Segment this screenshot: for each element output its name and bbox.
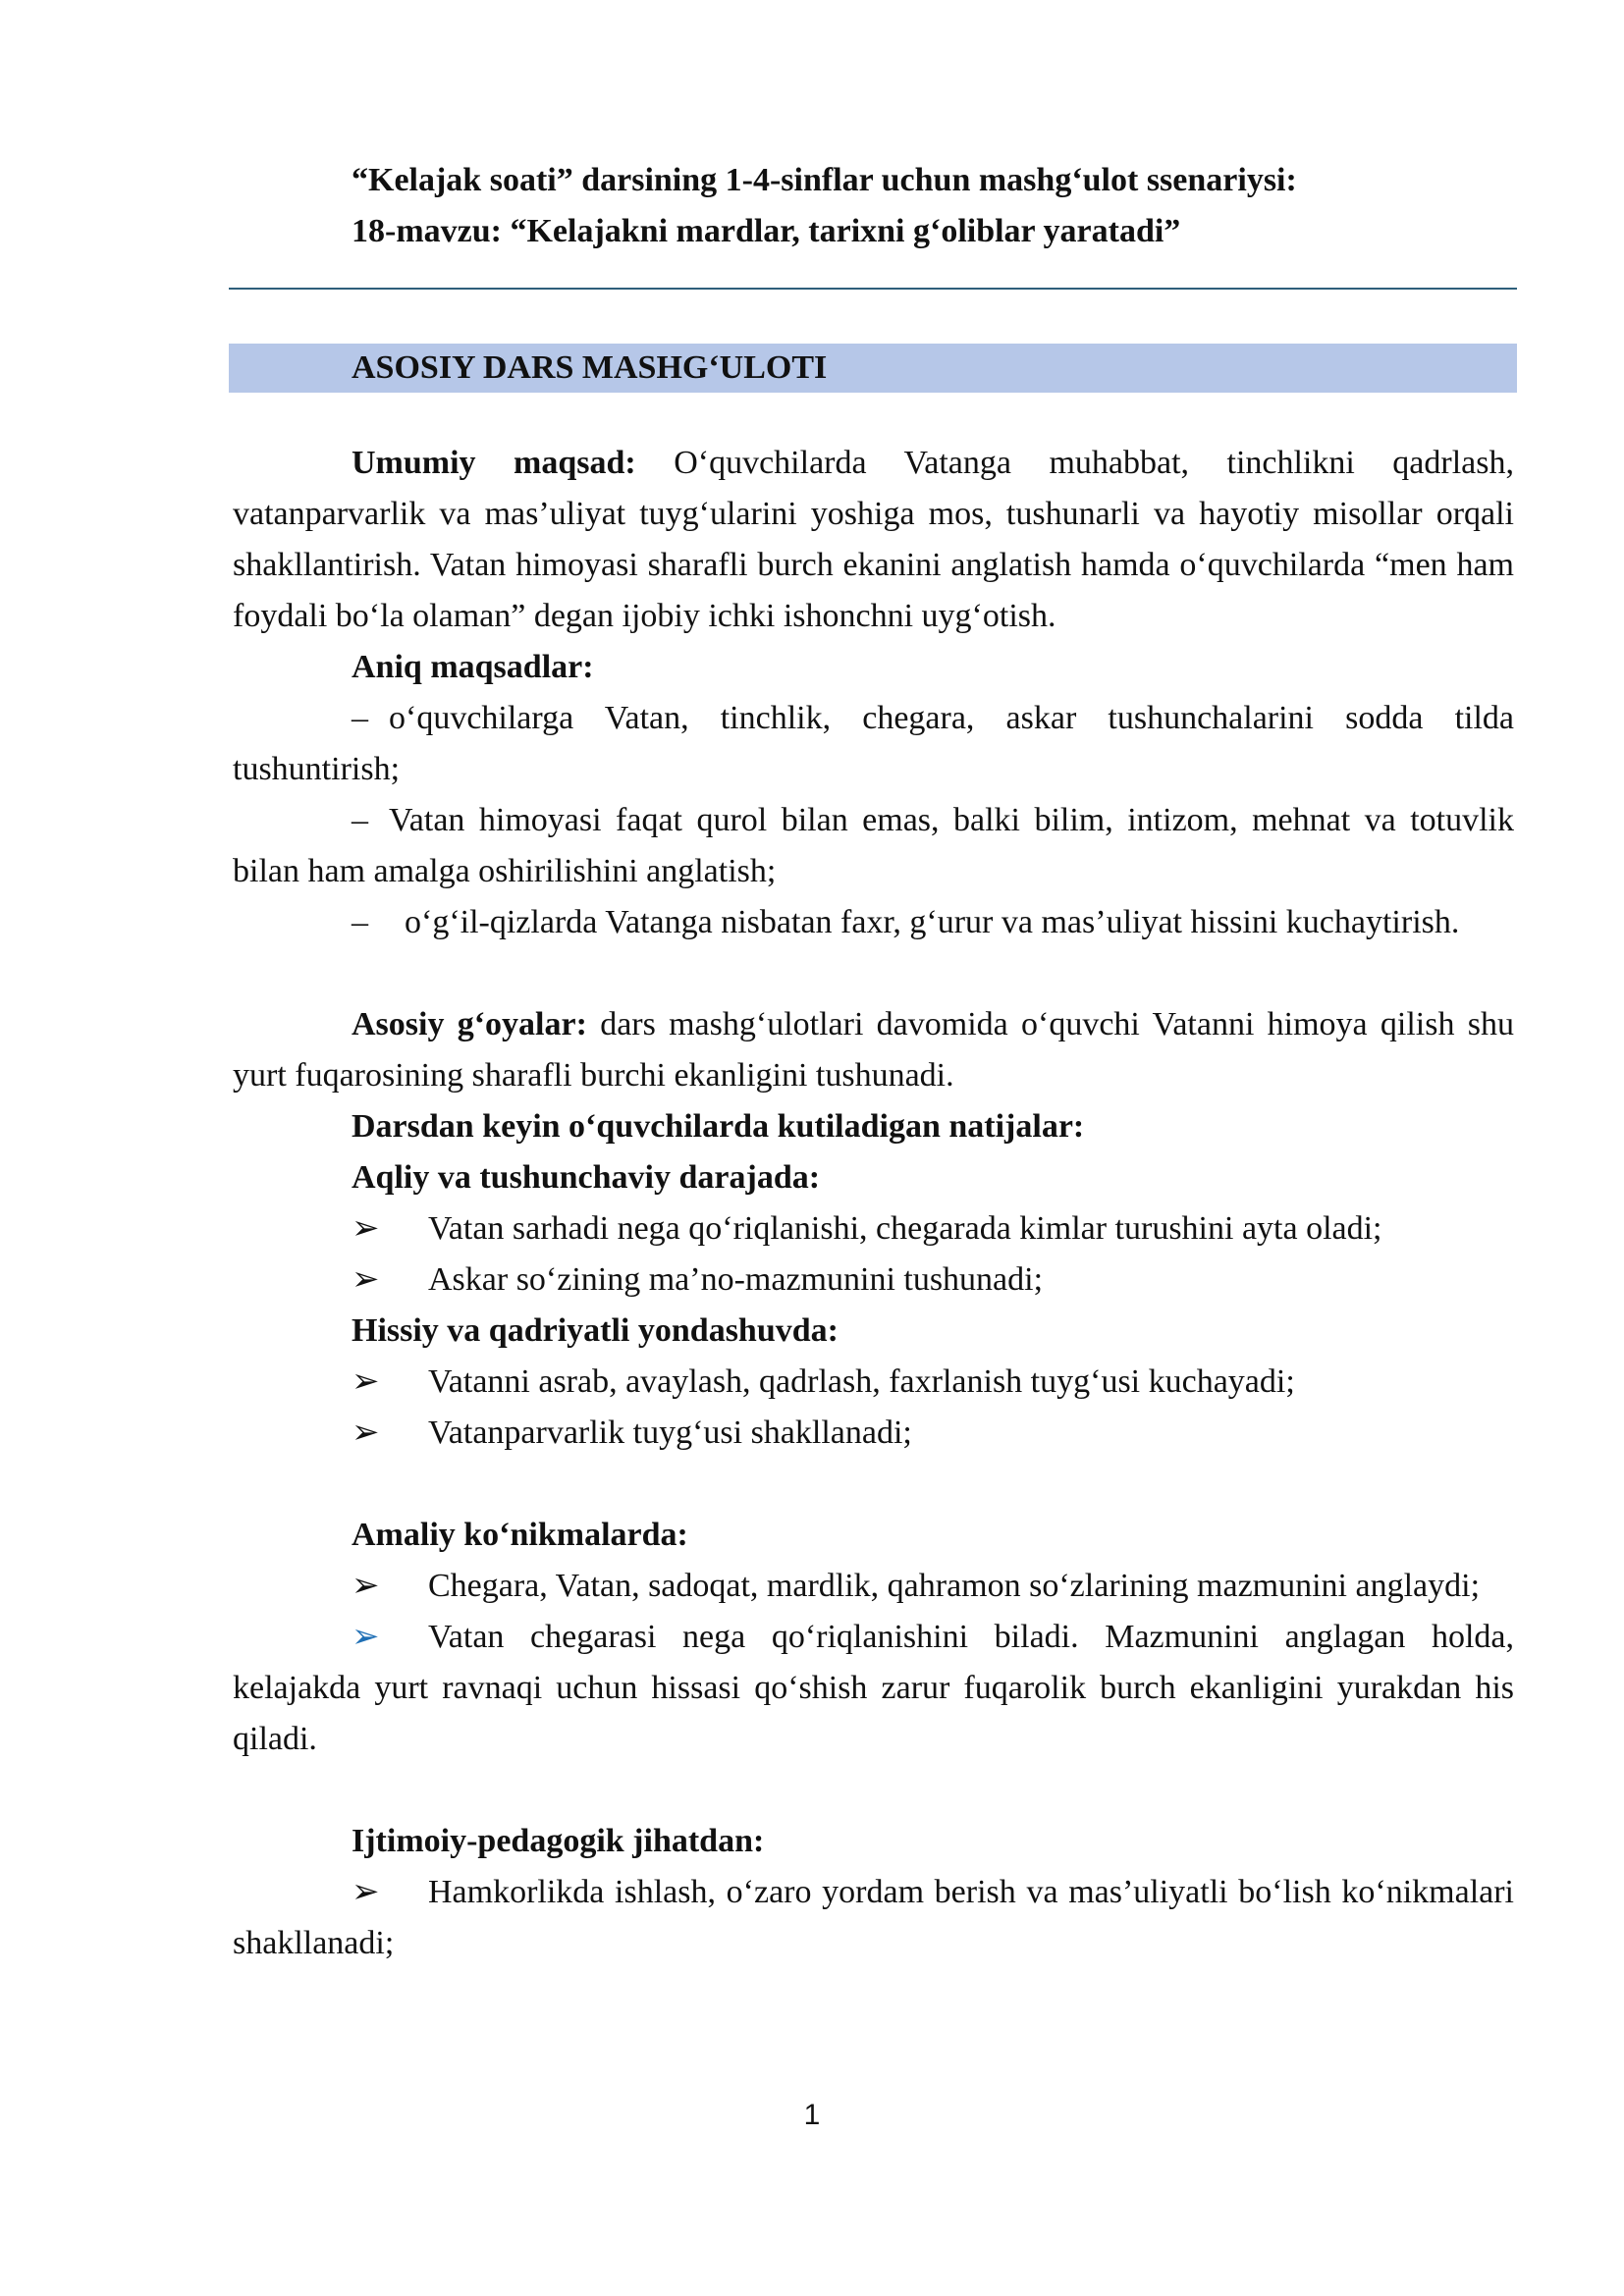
arrow-bullet-icon: ➢ xyxy=(352,1568,380,1604)
dash-marker: – xyxy=(352,700,368,736)
page-number: 1 xyxy=(803,2099,821,2131)
specific-goal-item xyxy=(233,897,1514,948)
bullet-text: Vatan sarhadi nega qo‘riqlanishi, chegarada kimlar turushini ayta oladi; xyxy=(428,1210,1382,1247)
bullet-text: Vatanparvarlik tuyg‘usi shakllanadi; xyxy=(428,1415,912,1451)
bullet-text: Askar so‘zining ma’no-mazmunini tushunadi; xyxy=(428,1261,1044,1298)
section-banner xyxy=(229,344,1517,393)
bullet-item xyxy=(233,1408,1514,1459)
general-goal-paragraph xyxy=(233,438,1514,642)
bullet-item xyxy=(233,1255,1514,1306)
spacer xyxy=(233,948,1514,999)
bullet-item xyxy=(233,1203,1514,1255)
dash-marker: – xyxy=(352,904,368,940)
specific-goal-text: o‘g‘il-qizlarda Vatanga nisbatan faxr, g‘urur va mas’uliyat hissini kuchaytirish. xyxy=(405,904,1460,940)
results-heading: Darsdan keyin o‘quvchilarda kutiladigan natijalar: xyxy=(352,1108,1085,1145)
main-ideas-text: dars mashg‘ulotlari davomida o‘quvchi Vatanni himoya qilish shu yurt fuqarosining sharafli burchi ekanligini tushunadi. xyxy=(233,1006,1514,1094)
spacer xyxy=(233,1459,1514,1510)
specific-goal-item xyxy=(233,795,1514,897)
specific-goal-text: Vatan himoyasi faqat qurol bilan emas, balki bilim, intizom, mehnat va totuvlik bilan ham amalga oshirilishini anglatish; xyxy=(233,802,1514,889)
general-goal-label: Umumiy maqsad: xyxy=(352,445,636,481)
bullet-text: Chegara, Vatan, sadoqat, mardlik, qahramon so‘zlarining mazmunini anglaydi; xyxy=(428,1568,1481,1604)
bullet-item xyxy=(233,1867,1514,1969)
document-header xyxy=(352,155,1297,257)
bullet-text: Vatanni asrab, avaylash, qadrlash, faxrlanish tuyg‘usi kuchayadi; xyxy=(428,1363,1295,1400)
header-title-line2: 18-mavzu: “Kelajakni mardlar, tarixni g‘oliblar yaratadi” xyxy=(352,213,1181,249)
specific-goal-item xyxy=(233,693,1514,795)
specific-goals-heading: Aniq maqsadlar: xyxy=(352,649,594,685)
social-heading: Ijtimoiy-pedagogik jihatdan: xyxy=(352,1823,765,1859)
arrow-bullet-icon: ➢ xyxy=(352,1261,380,1298)
arrow-bullet-icon: ➢ xyxy=(352,1210,380,1247)
arrow-bullet-icon: ➢ xyxy=(352,1619,380,1655)
banner-title: ASOSIY DARS MASHG‘ULOTI xyxy=(352,349,828,386)
document-body xyxy=(233,438,1514,1969)
specific-goal-text: o‘quvchilarga Vatan, tinchlik, chegara, askar tushunchalarini sodda tilda tushuntirish; xyxy=(233,700,1514,787)
emotional-heading: Hissiy va qadriyatli yondashuvda: xyxy=(352,1312,839,1349)
arrow-bullet-icon: ➢ xyxy=(352,1874,380,1910)
practical-heading: Amaliy ko‘nikmalarda: xyxy=(352,1517,688,1553)
bullet-item xyxy=(233,1612,1514,1765)
bullet-item xyxy=(233,1357,1514,1408)
arrow-bullet-icon: ➢ xyxy=(352,1415,380,1451)
main-ideas-paragraph xyxy=(233,999,1514,1101)
spacer xyxy=(233,1765,1514,1816)
header-divider xyxy=(229,288,1517,290)
arrow-bullet-icon: ➢ xyxy=(352,1363,380,1400)
dash-marker: – xyxy=(352,802,368,838)
main-ideas-label: Asosiy g‘oyalar: xyxy=(352,1006,587,1042)
bullet-text: Vatan chegarasi nega qo‘riqlanishini biladi. Mazmunini anglagan holda, kelajakda yurt ravnaqi uchun hissasi qo‘shish zarur fuqarolik burch ekanligini yurakdan his qiladi. xyxy=(233,1619,1514,1757)
bullet-item xyxy=(233,1561,1514,1612)
general-goal-text: O‘quvchilarda Vatanga muhabbat, tinchlikni qadrlash, vatanparvarlik va mas’uliyat tuyg‘ularini yoshiga mos, tushunarli va hayotiy misollar orqali shakllantirish. Vatan himoyasi sharafli burch ekanini anglatish hamda o‘quvchilarda “men ham foydali bo‘la olaman” degan ijobiy ichki ishonchni uyg‘otish. xyxy=(233,445,1514,634)
header-title-line1: “Kelajak soati” darsining 1-4-sinflar uchun mashg‘ulot ssenariysi: xyxy=(352,162,1297,198)
bullet-text: Hamkorlikda ishlash, o‘zaro yordam berish va mas’uliyatli bo‘lish ko‘nikmalari shakllanadi; xyxy=(233,1874,1514,1961)
cognitive-heading: Aqliy va tushunchaviy darajada: xyxy=(352,1159,821,1196)
